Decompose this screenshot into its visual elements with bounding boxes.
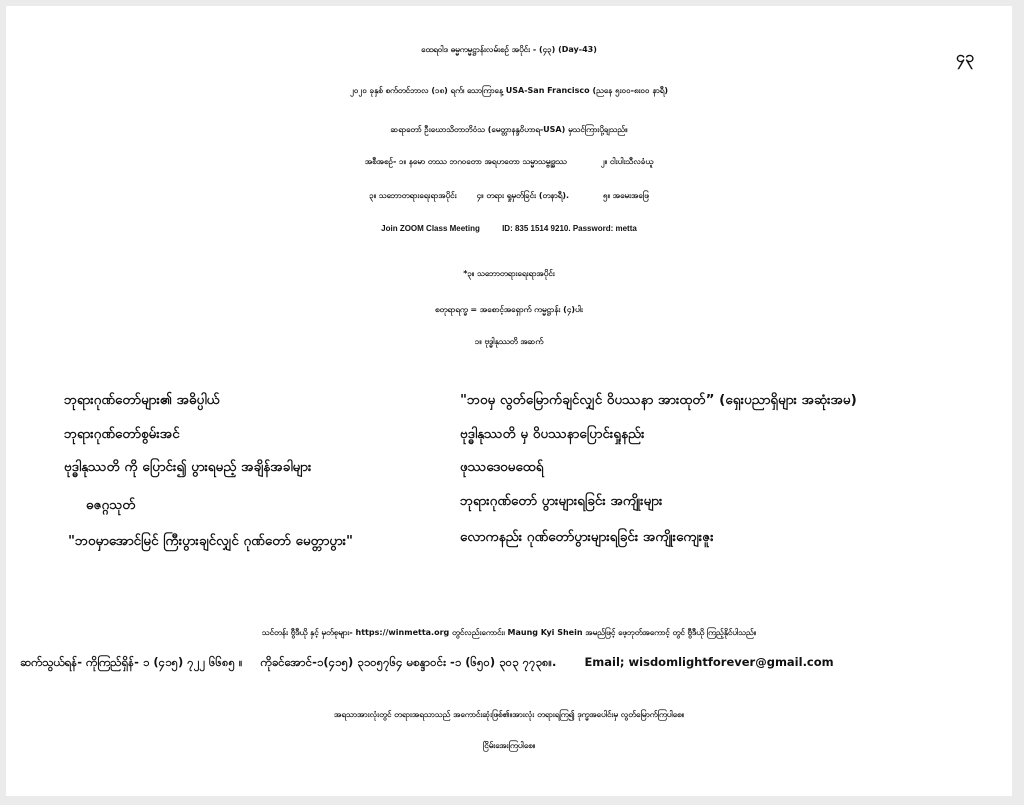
left-item-4: ဓဇဂ္ဂသုတ် — [86, 497, 136, 513]
date-line: ၂၀၂၀ ခုနှစ် စက်တင်ဘာလ (၁၈) ရက်၊ သောကြာနေ့ USA-San Francisco (ညနေ ၅း၀၀-၈း၀၀ နာရီ) — [349, 86, 669, 95]
zoom-password: Password: metta — [572, 224, 637, 233]
agenda-item-1: အစီအစဉ်- ၁။ နမော တဿ ဘဂဝတော အရဟတော သမ္မာသမ္ဗုဒ္ဓဿ — [364, 157, 567, 166]
right-item-2: ဗုဒ္ဓါနုဿတိ မှ ဝိပဿနာပြောင်းရှုနည်း — [460, 426, 645, 442]
zoom-meeting-id: ID: 835 1514 9210. — [502, 224, 571, 233]
zoom-label: Join ZOOM Class Meeting — [381, 224, 480, 233]
left-item-1: ဘုရားဂုဏ်တော်များ၏ အဓိပ္ပါယ် — [64, 392, 220, 408]
section-topic: ၁။ ဗုဒ္ဓါနုဿတိ အဆက် — [474, 337, 544, 346]
right-item-5: လောကနည်း ဂုဏ်တော်ပွားများရခြင်း အကျိုးကျေးဇူး — [460, 529, 714, 545]
page-number: ၄၃ — [956, 47, 974, 66]
footer-video-notes: သင်တန်း ဗွီဒီယို နှင့် မှတ်စုများ- https://winmetta.org တွင်လည်းကောင်း၊ Maung Kyi Shein အမည်ဖြင့် ဖေ့ဘုတ်အကောင့် တွင် ဗွီဒီယို ကြည့်နိုင်ပါသည်။ — [261, 628, 757, 637]
contact-1: ဆက်သွယ်ရန်- ကိုကြည်ရှိန်- ၁ (၄၁၅) ၇၂၂ ၆၆၈၅ ။ — [20, 655, 243, 669]
agenda-item-2: ၂။ ငါးပါးသီလခံယူ — [600, 157, 654, 166]
agenda-item-4: ၄။ တရား ရှုမှတ်ခြင်း (တနာရီ). — [476, 191, 570, 200]
contact-email: Email; wisdomlightforever@gmail.com — [584, 655, 834, 669]
left-item-2: ဘုရားဂုဏ်တော်စွမ်းအင် — [64, 426, 180, 442]
footer-contact — [20, 655, 834, 672]
section-subheading: စတုရာရက္ခ = အစောင့်အရှောက် ကမ္မဋ္ဌာန်း (၄)ပါး — [435, 305, 583, 314]
agenda-row-2 — [6, 190, 1012, 202]
agenda-row-1 — [6, 156, 1012, 168]
blessing-line-1: အရသာအားလုံးတွင် တရားအရသာသည် အကောင်းဆုံးဖြစ်၏။အားလုံး တရားရကြ၍ ဒုက္ခအပေါင်းမှ လွတ်မြောက်ကြပါစေ။ — [334, 710, 684, 719]
right-item-1: "ဘဝမှ လွတ်မြောက်ချင်လျှင် ဝိပဿနာ အားထုတ်” (ရှေးပညာရှိများ အဆုံးအမ) — [460, 392, 857, 408]
agenda-item-5: ၅။ အမေးအဖြေ — [603, 191, 649, 200]
right-item-3: ဖုဿဒေဝမထေရ် — [460, 459, 544, 475]
right-item-4: ဘုရားဂုဏ်တော် ပွားများရခြင်း အကျိုးများ — [460, 493, 663, 509]
agenda-item-3: ၃။ သဘောတရားရေးရာအပိုင်း — [369, 191, 457, 200]
document-page — [6, 6, 1012, 796]
left-item-3: ဗုဒ္ဓါနုဿတိ ကို ပြောင်း၍ ပွားရမည့် အချိန်အခါများ — [64, 459, 312, 475]
teacher-line: ဆရာတော် ဦးဃောသိတာဘိဝံသ (မေတ္တာနန္ဒဝိဟာရ-USA) မှသင်ကြားပို့ချသည်။ — [390, 125, 628, 134]
section-heading: *၃။ သဘောတရားရေးရာအပိုင်း — [463, 269, 555, 278]
left-item-5: "ဘဝမှာအောင်မြင် ကြီးပွားချင်လျှင် ဂုဏ်တော် မေတ္တာပွား" — [68, 533, 354, 549]
blessing-line-2: ငြိမ်းအေးကြပါစေ။ — [482, 741, 536, 750]
zoom-info — [6, 224, 1012, 233]
contact-2: ကိုခင်အောင်-၁(၄၁၅) ၃၁၀၅၇၆၄ မစန္ဒာဝင်း -၁ (၆၅၀) ၃၀၃ ၇၇၃၈။. — [260, 655, 557, 669]
document-title: ထေရဝါဒ ဓမ္မကမ္မဋ္ဌာန်းလမ်းစဉ် အပိုင်း - (၄၃) (Day-43) — [421, 45, 597, 54]
